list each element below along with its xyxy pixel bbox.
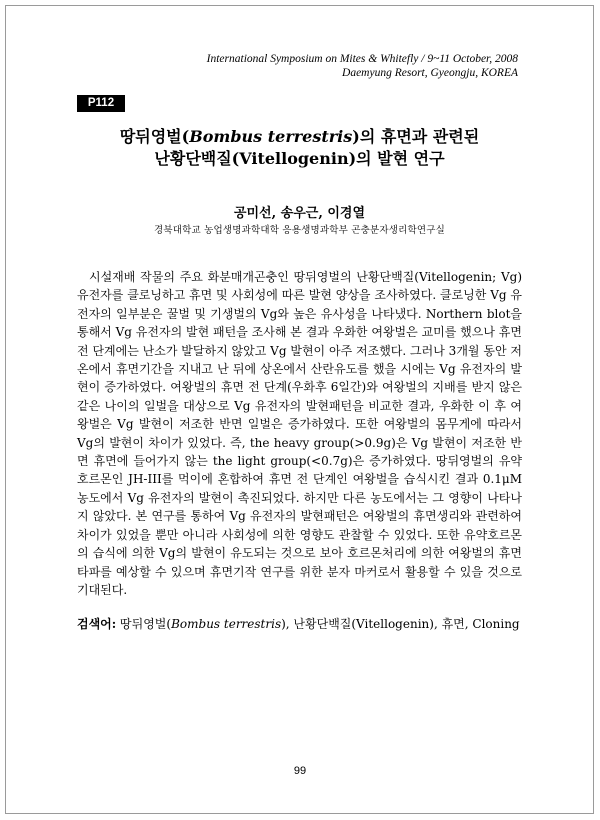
affiliation: 경북대학교 농업생명과학대학 응용생명과학부 곤충분자생리학연구실 [154, 225, 445, 236]
keywords-post: ), 난황단백질(Vitellogenin), 휴면, Cloning [281, 617, 520, 631]
header-line-2: Daemyung Resort, Gyeongju, KOREA [342, 67, 518, 79]
header-line-1: International Symposium on Mites & Whitefly / 9~11 October, 2008 [206, 53, 518, 65]
keywords [77, 615, 522, 633]
keywords-label: 검색어: [77, 617, 117, 631]
title-pre: 땅뒤영벌( [119, 127, 190, 146]
title-species: Bombus terrestris [189, 127, 353, 146]
abstract-body: 시설재배 작물의 주요 화분매개곤충인 땅뒤영벌의 난황단백질(Vitellogenin; Vg) 유전자를 클로닝하고 휴면 및 사회성에 따른 발현 양상을 조사하였다. 클로닝한 Vg 유전자의 일부분은 꿀벌 및 기생벌의 Vg와 높은 유사성을 나타냈다. Northern blot을 통해서 Vg 유전자의 발현 패턴을 조사해 본 결과 우화한 여왕벌은 교미를 했으나 휴면 전 단계에는 난소가 발달하지 않았고 Vg 발현이 아주 저조했다. 그러나 3개월 동안 저온에서 휴면기간을 지내고 난 뒤에 상온에서 산란유도를 했을 시에는 Vg 유전자의 발현이 증가하였다. 여왕벌의 휴면 전 단계(우화후 6일간)와 여왕벌의 지배를 받지 않은 같은 나이의 일벌을 대상으로 Vg 유전자의 발현패턴을 비교한 결과, 우화한 이 후 여왕벌은 Vg 발현이 저조한 반면 일벌은 증가하였다. 또한 여왕벌의 몸무게에 따라서 Vg의 발현이 차이가 있었다. 즉, the heavy group(>0.9g)은 Vg 발현이 저조한 반면 휴면에 들어가지 않는 the light group(<0.7g)은 증가하였다. 땅뒤영벌의 유약호르몬인 JH-III를 먹이에 혼합하여 휴면 전 단계인 여왕벌을 습식시킨 결과 0.1μM 농도에서 Vg 유전자의 발현이 촉진되었다. 하지만 다른 농도에서는 그 영향이 나타나지 않았다. 본 연구를 통하여 Vg 유전자의 발현패턴은 여왕벌의 휴면생리와 관련하여 차이가 있었을 뿐만 아니라 사회성에 의한 영향도 관찰할 수 있었다. 또한 유약호르몬의 습식에 의한 Vg의 발현이 유도되는 것으로 보아 호르몬처리에 의한 여왕벌의 휴면타파를 예상할 수 있으며 휴면기작 연구를 위한 분자 마커로서 활용할 수 있을 것으로 기대된다. [77, 270, 522, 597]
authors: 공미선, 송우근, 이경열 [233, 206, 366, 221]
title-line-2: 난황단백질(Vitellogenin)의 발현 연구 [154, 149, 445, 168]
poster-id-badge: P112 [77, 95, 125, 112]
keywords-pre: 땅뒤영벌( [116, 617, 172, 631]
title-line-1 [77, 126, 522, 148]
conference-header [207, 52, 518, 80]
paper-title [77, 126, 522, 170]
page-number: 99 [293, 765, 307, 777]
keywords-species: Bombus terrestris [171, 617, 282, 631]
title-post: )의 휴면과 관련된 [352, 127, 480, 146]
